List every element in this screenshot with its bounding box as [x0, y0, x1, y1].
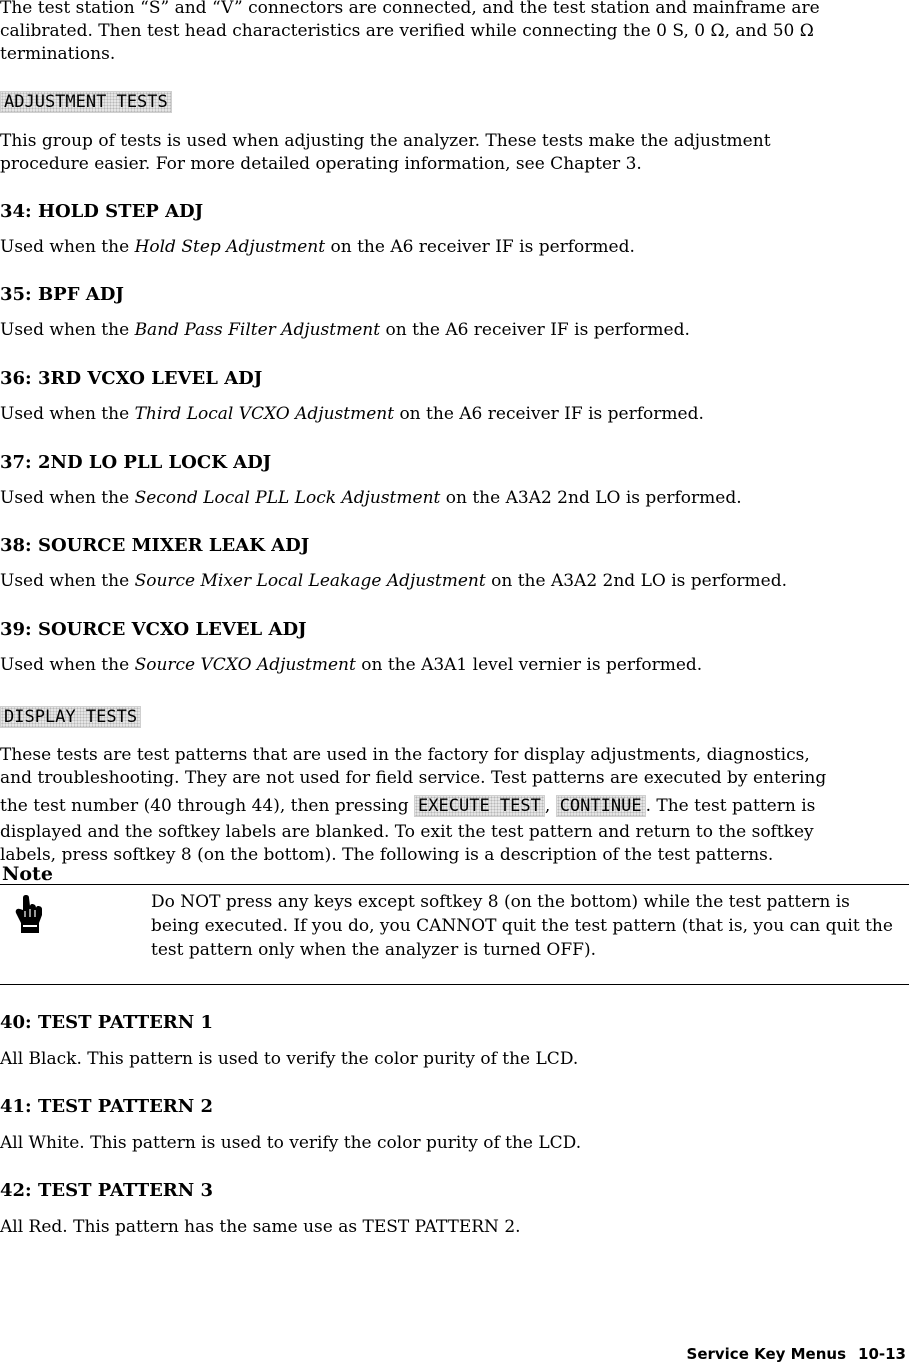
- test-description: Used when the Third Local VCXO Adjustment on the A6 receiver IF is performed.: [0, 404, 704, 424]
- test-heading: 39: SOURCE VCXO LEVEL ADJ: [0, 619, 307, 640]
- test-description: Used when the Band Pass Filter Adjustment on the A6 receiver IF is performed.: [0, 320, 690, 340]
- pointing-hand-icon: [12, 893, 44, 935]
- pattern-heading: 42: TEST PATTERN 3: [0, 1180, 214, 1201]
- pattern-heading: 40: TEST PATTERN 1: [0, 1012, 214, 1033]
- test-description: Used when the Source Mixer Local Leakage Adjustment on the A3A2 2nd LO is performed.: [0, 571, 787, 591]
- display-description: and troubleshooting. They are not used for field service. Test patterns are executed by entering: [0, 768, 827, 788]
- intro-line: The test station “S” and “V” connectors are connected, and the test station and mainframe are: [0, 0, 820, 18]
- display-description: the test number (40 through 44), then pressing EXECUTE TEST , CONTINUE . The test pattern is: [0, 796, 816, 816]
- note-bottom-rule: [0, 984, 909, 985]
- procedure-name: Source Mixer Local Leakage Adjustment: [134, 571, 486, 591]
- page-footer: [675, 1342, 906, 1366]
- intro-line: terminations.: [0, 44, 116, 64]
- procedure-name: Band Pass Filter Adjustment: [134, 320, 381, 340]
- pattern-description: All Black. This pattern is used to verify the color purity of the LCD.: [0, 1049, 579, 1069]
- execute-test-softkey[interactable]: EXECUTE TEST: [414, 795, 545, 817]
- test-heading: 35: BPF ADJ: [0, 284, 124, 305]
- display-tests-softkey[interactable]: DISPLAY TESTS: [0, 706, 141, 728]
- procedure-name: Second Local PLL Lock Adjustment: [134, 488, 441, 508]
- footer-section-title: Service Key Menus: [686, 1345, 847, 1363]
- pattern-description: All White. This pattern is used to verify the color purity of the LCD.: [0, 1133, 582, 1153]
- test-heading: 38: SOURCE MIXER LEAK ADJ: [0, 535, 310, 556]
- test-description: Used when the Source VCXO Adjustment on the A3A1 level vernier is performed.: [0, 655, 703, 675]
- adjustment-tests-softkey[interactable]: ADJUSTMENT TESTS: [0, 91, 172, 113]
- adjustment-heading: [0, 90, 909, 114]
- pattern-description: All Red. This pattern has the same use as TEST PATTERN 2.: [0, 1217, 521, 1237]
- continue-softkey[interactable]: CONTINUE: [556, 795, 646, 817]
- intro-line: calibrated. Then test head characteristics are verified while connecting the 0 S, 0 Ω, and 50 Ω: [0, 21, 814, 41]
- display-description: displayed and the softkey labels are blanked. To exit the test pattern and return to the softkey: [0, 822, 814, 842]
- test-heading: 37: 2ND LO PLL LOCK ADJ: [0, 452, 272, 473]
- note-label: Note: [2, 863, 53, 885]
- test-description: Used when the Second Local PLL Lock Adjustment on the A3A2 2nd LO is performed.: [0, 488, 742, 508]
- adjustment-description: procedure easier. For more detailed operating information, see Chapter 3.: [0, 154, 642, 174]
- test-heading: 36: 3RD VCXO LEVEL ADJ: [0, 368, 263, 389]
- footer-page-number: 10-13: [858, 1345, 906, 1363]
- display-description: labels, press softkey 8 (on the bottom). The following is a description of the test patterns.: [0, 845, 774, 865]
- display-description: These tests are test patterns that are used in the factory for display adjustments, diagnostics,: [0, 745, 810, 765]
- note-text: Do NOT press any keys except softkey 8 (on the bottom) while the test pattern is being executed. If you do, you CANNOT quit the test pattern (that is, you can quit the test pattern only when the analyzer is turned OFF).: [151, 892, 893, 960]
- procedure-name: Hold Step Adjustment: [134, 237, 326, 257]
- pattern-heading: 41: TEST PATTERN 2: [0, 1096, 214, 1117]
- adjustment-description: This group of tests is used when adjusting the analyzer. These tests make the adjustment: [0, 131, 771, 151]
- procedure-name: Third Local VCXO Adjustment: [134, 404, 395, 424]
- procedure-name: Source VCXO Adjustment: [134, 655, 356, 675]
- test-description: Used when the Hold Step Adjustment on the A6 receiver IF is performed.: [0, 237, 635, 257]
- note-top-rule: [0, 884, 909, 885]
- display-heading: [0, 705, 909, 729]
- test-heading: 34: HOLD STEP ADJ: [0, 201, 204, 222]
